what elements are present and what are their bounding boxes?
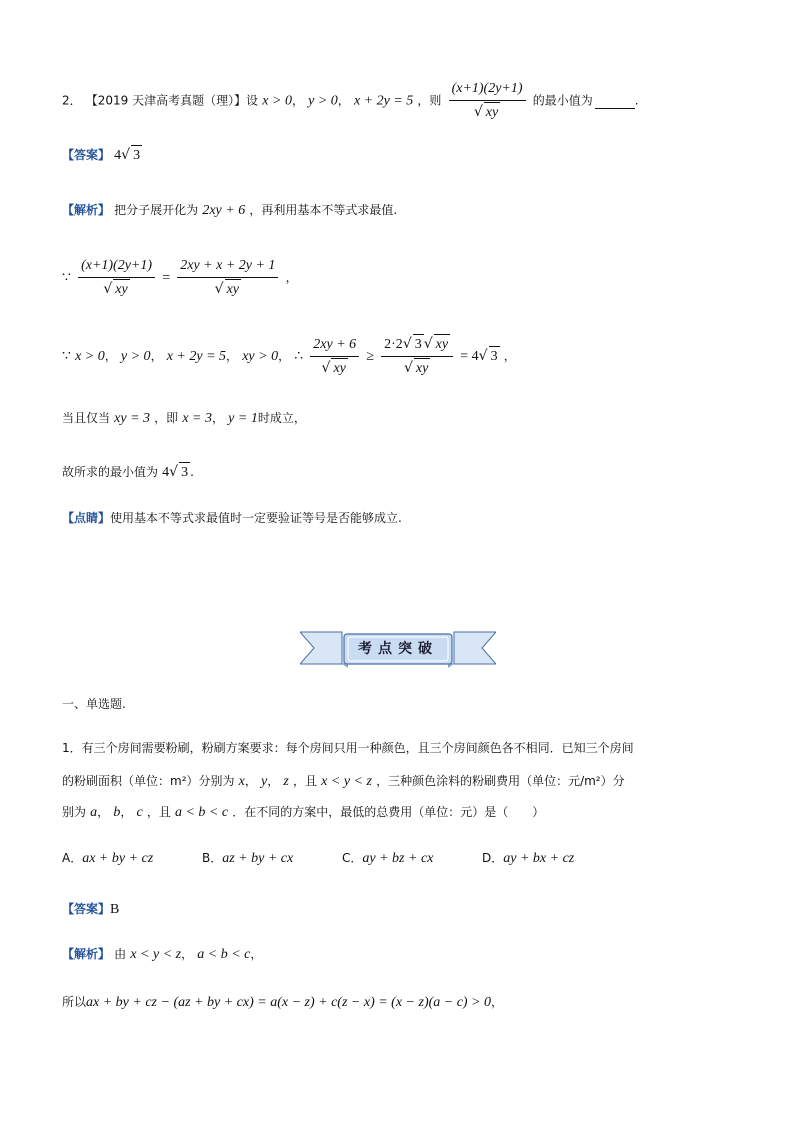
step2-result-radicand: 3: [489, 346, 500, 367]
therefore-symbol: ∴: [294, 349, 304, 364]
target-fraction: $\frac{(x+1)(2y+1)}{√ xy}$: [449, 79, 526, 123]
step3-text-f: 时成立，: [257, 411, 306, 425]
step2-right-den: xy: [414, 358, 430, 379]
step2-condition-2: y > 0: [120, 349, 151, 364]
step5-text-a: 所以: [62, 995, 87, 1009]
option-c-label: C．: [342, 851, 363, 865]
fraction-numerator: (x+1)(2y+1): [449, 79, 526, 101]
order-xyz: x < y < z: [321, 774, 372, 789]
option-b[interactable]: [202, 848, 342, 869]
step1-end: ，: [285, 270, 298, 285]
answer-tag: 【答案】: [62, 148, 111, 162]
analysis-text-a: 把分子展开化为: [114, 203, 199, 217]
q1-text-line-3c: ．在不同的方案中，最低的总费用（单位：元）是（ ）: [232, 805, 545, 819]
step-5: [62, 992, 503, 1013]
step3-condition-xy: xy = 3: [114, 411, 151, 426]
var-y: y: [261, 774, 268, 789]
question-source: 【2019 天津高考真题（理）】设: [85, 93, 259, 108]
analysis-line-2: 【解析】 由 x < y < z， a < b < c，: [62, 947, 263, 962]
q1-text-line-3b: ，且: [146, 805, 171, 819]
because-symbol-2: ∵: [62, 349, 71, 364]
step2-condition-1: x > 0: [75, 349, 105, 364]
analysis-text-b: ，再利用基本不等式求最值.: [249, 203, 398, 217]
analysis-line-1: [62, 200, 397, 221]
answer-tag-2: 【答案】: [62, 902, 111, 916]
tip-text: 使用基本不等式求最值时一定要验证等号是否能够成立.: [110, 511, 402, 525]
ask-text: 的最小值为: [532, 93, 593, 108]
option-a[interactable]: [62, 848, 202, 869]
option-d-text: ay + bx + cz: [503, 851, 575, 866]
tip-tag: 【点睛】: [62, 511, 111, 525]
q1-text-line-3a: 别为: [62, 805, 87, 819]
step-1: [62, 256, 298, 300]
var-x: x: [238, 774, 245, 789]
section-title: 一、单选题.: [62, 697, 126, 711]
answer-blank: [595, 94, 635, 109]
step3-text-c: ，即: [154, 411, 179, 425]
step1-lhs-fraction: $\frac{(x+1)(2y+1)}{√ xy}$: [78, 256, 155, 300]
step1-rhs-den: xy: [225, 279, 241, 300]
var-z: z: [283, 774, 289, 789]
end-period: .: [634, 93, 639, 108]
question-1-line-3: 别为 a， b， c ，且 a < b < c ．在不同的方案中，最低的总费用（单位：元）是（ ）: [62, 805, 545, 820]
analysis-tag: 【解析】: [62, 203, 111, 217]
option-c-text: ay + bz + cx: [362, 851, 434, 866]
step3-y-value: y = 1: [228, 411, 258, 426]
option-a-label: A．: [62, 851, 83, 865]
condition-2: y > 0: [308, 93, 338, 109]
step1-rhs-num: 2xy + x + 2y + 1: [177, 256, 278, 278]
step2-condition-3: x + 2y = 5: [166, 349, 227, 364]
step2-right-num-rad1: 3: [413, 334, 424, 355]
conclusion-text: 故所求的最小值为: [62, 465, 159, 479]
question-number: 2．: [62, 93, 82, 108]
options-row: [62, 848, 622, 869]
option-d[interactable]: [482, 848, 622, 869]
step-3: 当且仅当 xy = 3 ，即 x = 3， y = 1时成立，: [62, 411, 306, 426]
step3-text-a: 当且仅当: [62, 411, 111, 425]
step2-end: ，: [503, 349, 516, 363]
equals-sign: =: [162, 270, 171, 286]
analysis-tag-2: 【解析】: [62, 947, 111, 961]
then-text: ，则: [417, 93, 442, 108]
answer-radicand: 3: [131, 145, 142, 166]
step5-end: ，: [491, 995, 504, 1009]
step-2: ∵ x > 0， y > 0， x + 2y = 5， xy > 0， ∴ $\frac{2xy + 6}{√ xy}$ ≥ $\frac{2\cdot 2√ 3 √ xy}{√ xy}$ = 4√ 3 ，: [62, 334, 516, 379]
option-b-label: B．: [202, 851, 223, 865]
step2-equals: = 4: [460, 349, 479, 364]
q1-text-line-1: 1．有三个房间需要粉刷，粉刷方案要求：每个房间只用一种颜色，且三个房间颜色各不相同．已知三个房间: [62, 741, 634, 755]
q1-text-line-2c: ，三种颜色涂料的粉刷费用（单位：元/m²）分: [376, 774, 625, 788]
question-1-line-1: [62, 738, 634, 759]
condition-1: x > 0: [262, 93, 292, 109]
because-symbol: ∵: [62, 270, 71, 286]
question-1-line-2: 的粉刷面积（单位：m²）分别为 x， y， z ，且 x < y < z ，三种颜色涂料的粉刷费用（单位：元/m²）分: [62, 774, 625, 789]
step1-lhs-num: (x+1)(2y+1): [78, 256, 155, 278]
order-abc: a < b < c: [174, 805, 229, 820]
step2-left-fraction: $\frac{2xy + 6}{√ xy}$: [310, 335, 359, 379]
ge-sign: ≥: [366, 349, 374, 364]
step2-right-fraction: $\frac{2\cdot 2√ 3 √ xy}{√ xy}$: [381, 334, 453, 379]
step2-condition-4: xy > 0: [242, 349, 279, 364]
section-heading: [62, 694, 126, 715]
section-banner: [300, 630, 496, 670]
conclusion-end: .: [190, 465, 194, 479]
step2-right-num-rad2: xy: [434, 334, 450, 355]
step1-rhs-fraction: $\frac{2xy + x + 2y + 1}{√ xy}$: [177, 256, 278, 300]
tip-line: [62, 508, 402, 529]
answer-line-1: 【答案】 4√ 3: [62, 145, 142, 166]
analysis2-order-abc: a < b < c: [197, 947, 251, 962]
q1-text-line-2a: 的粉刷面积（单位：m²）分别为: [62, 774, 235, 788]
answer-value-2: B: [110, 902, 120, 917]
q1-text-line-2b: ，且: [293, 774, 318, 788]
option-b-text: az + by + cx: [222, 851, 294, 866]
option-c[interactable]: [342, 848, 482, 869]
step2-right-num: 2·2√ 3 √ xy: [381, 334, 453, 357]
var-c: c: [136, 805, 143, 820]
conclusion-coef: 4: [162, 465, 170, 480]
step2-left-num: 2xy + 6: [310, 335, 359, 357]
analysis2-text-a: 由: [114, 947, 127, 961]
fraction-denominator: xy: [484, 102, 500, 123]
step5-expression: ax + by + cz − (az + by + cx) = a(x − z) + c(z − x) = (x − z)(a − c) > 0: [86, 995, 492, 1010]
option-d-label: D．: [482, 851, 504, 865]
var-a: a: [90, 805, 98, 820]
step2-right-num-coef: 2·2: [384, 337, 403, 352]
step2-left-den: xy: [331, 358, 347, 379]
analysis2-end: ，: [250, 947, 263, 961]
answer-coef: 4: [114, 148, 122, 163]
step3-x-value: x = 3: [182, 411, 212, 426]
analysis-expression: 2xy + 6: [202, 203, 246, 218]
question-2-line: 2． 【2019 天津高考真题（理）】设 x > 0， y > 0， x + 2y = 5 ，则 $\frac{(x+1)(2y+1)}{√ xy}$ 的最小值为 .: [62, 79, 639, 123]
banner-title: 考点突破: [358, 641, 438, 657]
step-4: 故所求的最小值为 4√ 3 .: [62, 462, 194, 483]
var-b: b: [113, 805, 121, 820]
step1-lhs-den: xy: [113, 279, 129, 300]
answer-line-2: [62, 899, 119, 920]
conclusion-radicand: 3: [179, 462, 190, 483]
analysis2-order-xyz: x < y < z: [130, 947, 182, 962]
condition-3: x + 2y = 5: [353, 93, 414, 109]
option-a-text: ax + by + cz: [82, 851, 154, 866]
